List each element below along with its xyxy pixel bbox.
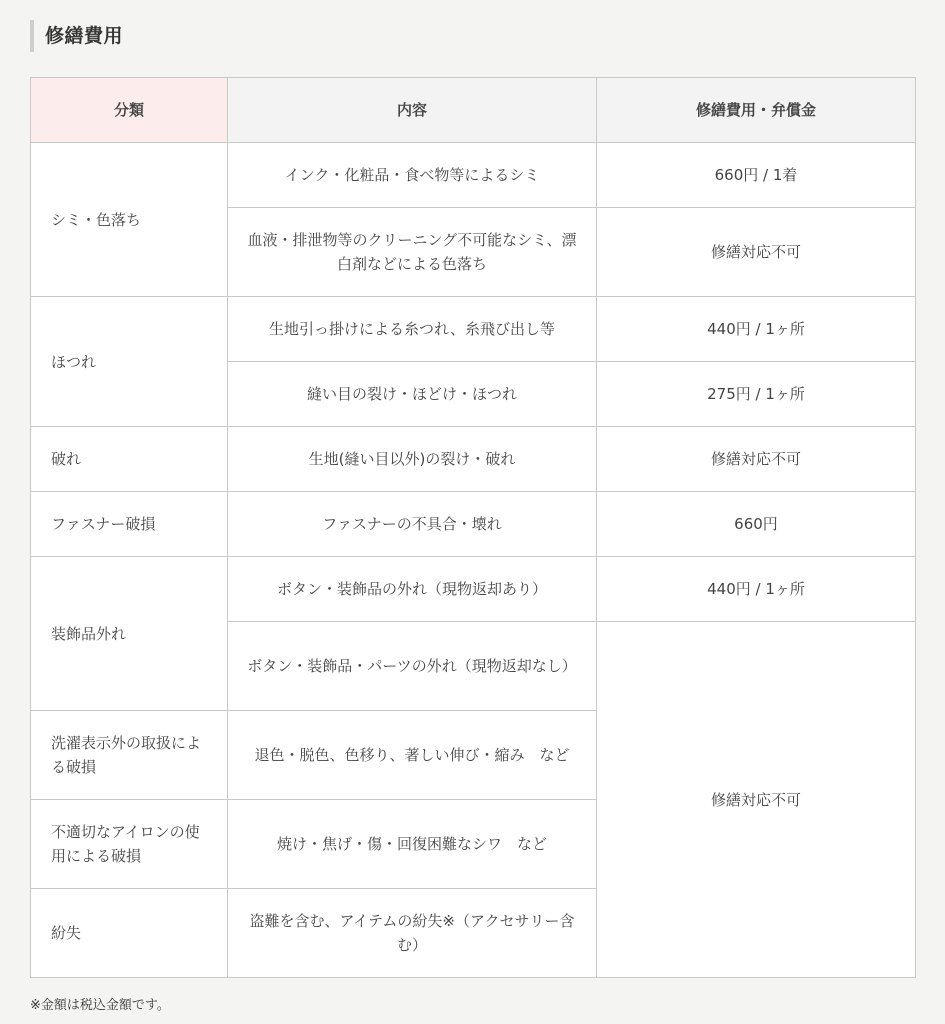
content-cell: 盗難を含む、アイテムの紛失※（アクセサリー含む） (228, 889, 597, 978)
fee-cell: 修繕対応不可 (597, 427, 916, 492)
header-content: 内容 (228, 78, 597, 143)
content-cell: 生地(縫い目以外)の裂け・破れ (228, 427, 597, 492)
content-cell: 縫い目の裂け・ほどけ・ほつれ (228, 362, 597, 427)
table-row (31, 492, 916, 557)
content-cell: インク・化粧品・食べ物等によるシミ (228, 143, 597, 208)
table-row (31, 427, 916, 492)
table-row (31, 297, 916, 362)
content-cell: 退色・脱色、色移り、著しい伸び・縮み など (228, 711, 597, 800)
content-cell: 焼け・焦げ・傷・回復困難なシワ など (228, 800, 597, 889)
content-cell: ボタン・装飾品の外れ（現物返却あり） (228, 557, 597, 622)
category-cell: シミ・色落ち (31, 143, 228, 297)
content-cell: 血液・排泄物等のクリーニング不可能なシミ、漂白剤などによる色落ち (228, 208, 597, 297)
category-cell: 紛失 (31, 889, 228, 978)
category-cell: 装飾品外れ (31, 557, 228, 711)
fee-cell: 660円 (597, 492, 916, 557)
category-cell: 洗濯表示外の取扱による破損 (31, 711, 228, 800)
category-cell: ほつれ (31, 297, 228, 427)
header-category: 分類 (31, 78, 228, 143)
repair-fee-table (30, 77, 916, 978)
tax-footnote: ※金額は税込金額です。 (30, 998, 170, 1013)
fee-cell: 275円 / 1ヶ所 (597, 362, 916, 427)
fee-cell: 修繕対応不可 (597, 622, 916, 978)
fee-cell: 440円 / 1ヶ所 (597, 557, 916, 622)
category-cell: 不適切なアイロンの使用による破損 (31, 800, 228, 889)
category-cell: 破れ (31, 427, 228, 492)
table-row (31, 143, 916, 208)
fee-cell: 660円 / 1着 (597, 143, 916, 208)
section-title: 修繕費用 (30, 20, 123, 52)
table-row (31, 557, 916, 622)
content-cell: ボタン・装飾品・パーツの外れ（現物返却なし） (228, 622, 597, 711)
table-header-row (31, 78, 916, 143)
content-cell: 生地引っ掛けによる糸つれ、糸飛び出し等 (228, 297, 597, 362)
category-cell: ファスナー破損 (31, 492, 228, 557)
fee-cell: 修繕対応不可 (597, 208, 916, 297)
fee-cell: 440円 / 1ヶ所 (597, 297, 916, 362)
content-cell: ファスナーの不具合・壊れ (228, 492, 597, 557)
header-fee: 修繕費用・弁償金 (597, 78, 916, 143)
